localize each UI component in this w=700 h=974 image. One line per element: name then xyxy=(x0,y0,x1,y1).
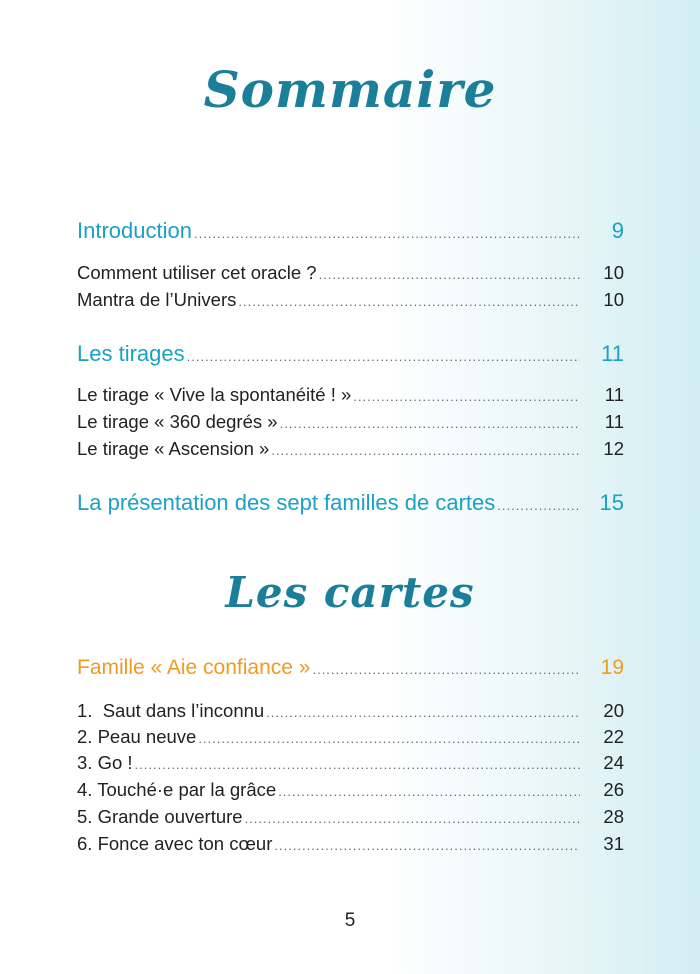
toc-page-number: 20 xyxy=(603,700,624,721)
leader-dots xyxy=(194,226,580,241)
toc-entry[interactable] xyxy=(77,833,624,855)
toc-heading-presentation[interactable] xyxy=(77,490,624,516)
toc-page-number: 28 xyxy=(603,806,624,827)
toc-page-number: 15 xyxy=(599,490,624,515)
toc-entry-label: 4. Touché·e par la grâce xyxy=(77,779,277,800)
toc-heading-label: Les tirages xyxy=(77,341,185,366)
toc-page-number: 22 xyxy=(603,726,624,747)
page-title: Sommaire xyxy=(203,60,497,119)
toc-page-number: 31 xyxy=(603,833,624,854)
toc-page-number: 11 xyxy=(601,341,624,366)
toc-heading-famille[interactable] xyxy=(77,656,624,680)
leader-dots xyxy=(198,731,580,746)
leader-dots xyxy=(278,784,580,799)
toc-entry[interactable] xyxy=(77,806,624,828)
toc-entry-label: 1. Saut dans l’inconnu xyxy=(77,700,265,721)
toc-page-number: 24 xyxy=(603,752,624,773)
toc-entry-label: 5. Grande ouverture xyxy=(77,806,243,827)
leader-dots xyxy=(353,389,580,404)
toc-entry[interactable] xyxy=(77,700,624,722)
toc-entry[interactable] xyxy=(77,411,624,433)
toc-page-number: 11 xyxy=(604,384,624,405)
toc-entry-label: Le tirage « 360 degrés » xyxy=(77,411,278,432)
toc-entry[interactable] xyxy=(77,384,624,406)
leader-dots xyxy=(319,267,580,282)
toc-entry[interactable] xyxy=(77,262,624,284)
toc-page-number: 11 xyxy=(604,411,624,432)
toc-entry[interactable] xyxy=(77,438,624,460)
toc-entry[interactable] xyxy=(77,779,624,801)
toc-entry-label: Mantra de l’Univers xyxy=(77,289,237,310)
toc-entry-label: Comment utiliser cet oracle ? xyxy=(77,262,317,283)
toc-heading-tirages[interactable] xyxy=(77,341,624,367)
toc-heading-label: Introduction xyxy=(77,218,192,243)
toc-heading-introduction[interactable] xyxy=(77,218,624,244)
leader-dots xyxy=(266,705,580,720)
toc-page-number: 10 xyxy=(603,289,624,310)
toc-heading-label: La présentation des sept familles de cartes xyxy=(77,490,496,515)
leader-dots xyxy=(312,662,580,677)
toc-page-number: 19 xyxy=(600,656,624,679)
toc-page-number: 10 xyxy=(603,262,624,283)
toc-entry-label: Le tirage « Ascension » xyxy=(77,438,270,459)
leader-dots xyxy=(497,498,580,513)
toc-entry-label: 6. Fonce avec ton cœur xyxy=(77,833,273,854)
leader-dots xyxy=(274,838,580,853)
toc-entry[interactable] xyxy=(77,726,624,748)
section-title-cartes: Les cartes xyxy=(225,568,475,617)
leader-dots xyxy=(135,757,580,772)
page-number: 5 xyxy=(344,910,356,931)
toc-entry[interactable] xyxy=(77,289,624,311)
leader-dots xyxy=(238,294,580,309)
toc-page-number: 26 xyxy=(603,779,624,800)
toc-entry-label: Le tirage « Vive la spontanéité ! » xyxy=(77,384,352,405)
leader-dots xyxy=(187,349,580,364)
leader-dots xyxy=(280,416,580,431)
toc-page-number: 9 xyxy=(611,218,624,243)
leader-dots xyxy=(245,811,580,826)
toc-heading-label: Famille « Aie confiance » xyxy=(77,656,311,679)
toc-entry[interactable] xyxy=(77,752,624,774)
toc-entry-label: 2. Peau neuve xyxy=(77,726,197,747)
toc-entry-label: 3. Go ! xyxy=(77,752,133,773)
toc-page-number: 12 xyxy=(603,438,624,459)
leader-dots xyxy=(271,443,580,458)
